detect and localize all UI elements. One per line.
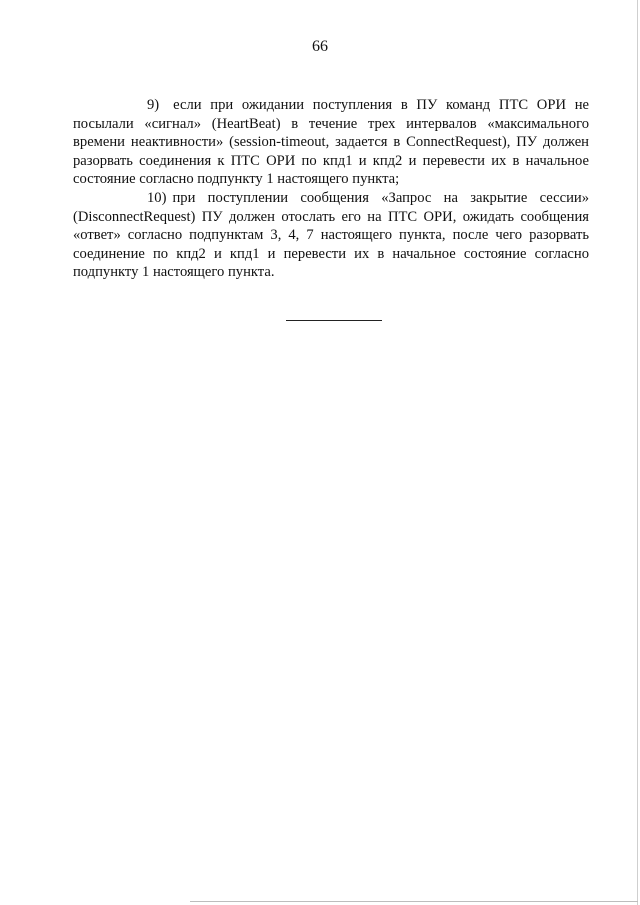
- list-item-9: [73, 96, 589, 189]
- list-item-text: если при ожидании поступления в ПУ команд ПТС ОРИ не посылали «сигнал» (HeartBeat) в течение трех интервалов «максимального времени неактивности» (session-timeout, задается в ConnectRequest), ПУ должен разорвать соединения к ПТС ОРИ по кпд1 и кпд2 и перевести их в начальное состояние согласно подпункту 1 настоящего пункта;: [73, 97, 589, 188]
- list-item-number: 9): [147, 97, 160, 113]
- end-separator-line: [286, 320, 382, 321]
- list-item-10: [73, 189, 589, 282]
- page-bottom-edge: [190, 901, 638, 902]
- page-number: 66: [312, 38, 328, 55]
- list-item-text: при поступлении сообщения «Запрос на закрытие сессии» (DisconnectRequest) ПУ должен отослать его на ПТС ОРИ, ожидать сообщения «ответ» согласно подпунктам 3, 4, 7 настоящего пункта, после чего разорвать соединение по кпд2 и кпд1 и перевести их в начальное состояние согласно подпункту 1 настоящего пункта.: [73, 189, 589, 281]
- document-body: [73, 96, 589, 282]
- list-item-number: 10): [147, 189, 167, 206]
- page-right-edge: [637, 0, 638, 905]
